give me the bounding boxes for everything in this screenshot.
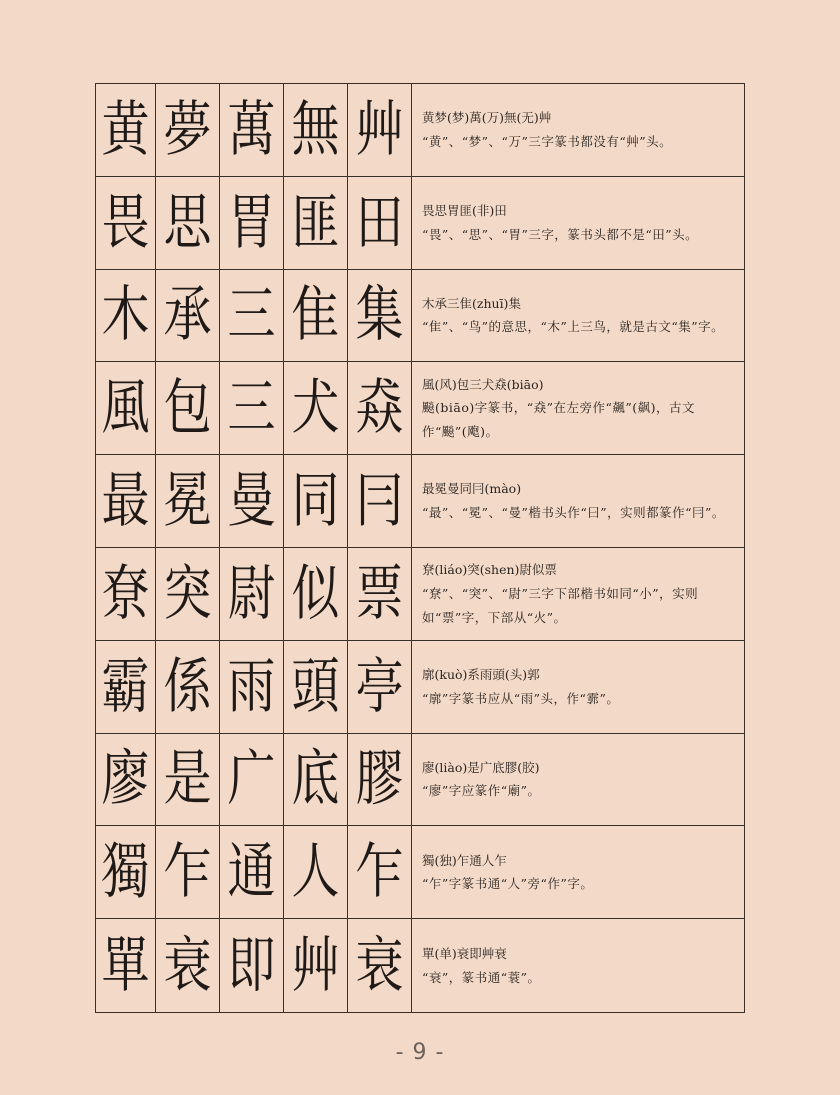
- seal-character-cell: [96, 734, 156, 827]
- explanation-cell: [412, 734, 744, 827]
- seal-character-cell: [284, 641, 348, 734]
- seal-character: 广: [227, 744, 276, 815]
- seal-character-cell: [96, 270, 156, 363]
- seal-character: 畏: [101, 187, 150, 258]
- page-number: - 9 -: [395, 1040, 445, 1065]
- seal-character: 艸: [355, 94, 404, 165]
- explanation-body: 飈(biāo)字篆书，“猋”在左旁作“飆”(飙)，古文作“飈”(飑)。: [422, 400, 696, 440]
- explanation-title: 獨(独)乍通人乍: [422, 852, 507, 868]
- seal-character-cell: [284, 919, 348, 1012]
- seal-character-cell: [96, 919, 156, 1012]
- seal-character: 尞: [101, 558, 150, 629]
- seal-character: 係: [163, 651, 212, 722]
- seal-character: 最: [101, 466, 150, 537]
- seal-character: 艸: [291, 930, 340, 1001]
- explanation-body: “廖”字应篆作“廟”。: [422, 783, 541, 799]
- seal-character-cell: [284, 84, 348, 177]
- seal-character-cell: [96, 641, 156, 734]
- seal-character-cell: [220, 919, 284, 1012]
- explanation-body: “黄”、“梦”、“万”三字篆书都没有“艸”头。: [422, 133, 673, 149]
- seal-character: 冃: [355, 466, 404, 537]
- seal-character: 思: [163, 187, 212, 258]
- seal-character: 衰: [163, 930, 212, 1001]
- seal-character-cell: [284, 362, 348, 455]
- explanation-cell: [412, 548, 744, 641]
- seal-character: 夢: [163, 94, 212, 165]
- seal-character: 冕: [163, 466, 212, 537]
- seal-character-cell: [284, 734, 348, 827]
- explanation-cell: [412, 641, 744, 734]
- seal-character-cell: [284, 548, 348, 641]
- explanation-title: 單(单)衰即艸衰: [422, 945, 507, 961]
- seal-character: 衰: [355, 930, 404, 1001]
- seal-character: 乍: [355, 837, 404, 908]
- seal-character: 即: [227, 930, 276, 1001]
- seal-character: 風: [101, 373, 150, 444]
- seal-character-cell: [96, 548, 156, 641]
- seal-character-cell: [348, 734, 412, 827]
- seal-character-cell: [284, 455, 348, 548]
- seal-character-cell: [156, 84, 220, 177]
- seal-character-cell: [156, 641, 220, 734]
- explanation-body: “最”、“冕”、“曼”楷书头作“曰”，实则都篆作“冃”。: [422, 505, 725, 521]
- seal-character-cell: [348, 641, 412, 734]
- explanation-title: 尞(liáo)突(shen)尉似票: [422, 562, 557, 578]
- seal-character: 田: [355, 187, 404, 258]
- seal-character-cell: [220, 270, 284, 363]
- seal-character-cell: [220, 548, 284, 641]
- seal-character: 單: [101, 930, 150, 1001]
- seal-character: 黄: [101, 94, 150, 165]
- explanation-cell: [412, 826, 744, 919]
- seal-character: 亭: [355, 651, 404, 722]
- explanation-cell: [412, 919, 744, 1012]
- explanation-title: 最冕曼同冃(mào): [422, 481, 522, 497]
- seal-character-cell: [156, 734, 220, 827]
- seal-character: 尉: [227, 558, 276, 629]
- seal-character-cell: [348, 826, 412, 919]
- seal-character-cell: [96, 177, 156, 270]
- seal-character-cell: [348, 919, 412, 1012]
- seal-character: 是: [163, 744, 212, 815]
- explanation-body: “隹”、“鸟”的意思，“木”上三鸟，就是古文“集”字。: [422, 319, 725, 335]
- seal-character-cell: [156, 362, 220, 455]
- seal-character: 霸: [101, 651, 150, 722]
- seal-character: 通: [227, 837, 276, 908]
- seal-character: 票: [355, 558, 404, 629]
- seal-character-cell: [284, 177, 348, 270]
- seal-character-cell: [220, 455, 284, 548]
- explanation-body: “尞”、“突”、“尉”三字下部楷书如同“小”，实则如“票”字，下部从“火”。: [422, 586, 699, 625]
- explanation-title: 風(风)包三犬猋(biāo): [422, 376, 544, 392]
- seal-character-cell: [220, 84, 284, 177]
- seal-character: 曼: [227, 466, 276, 537]
- explanation-body: “乍”字篆书通“人”旁“作”字。: [422, 876, 594, 892]
- explanation-cell: [412, 455, 744, 548]
- seal-character: 膠: [355, 744, 404, 815]
- seal-character-cell: [348, 455, 412, 548]
- seal-character: 犬: [291, 373, 340, 444]
- seal-character-cell: [348, 177, 412, 270]
- seal-character: 廖: [101, 744, 150, 815]
- seal-character-cell: [156, 270, 220, 363]
- explanation-body: “廓”字篆书应从“雨”头，作“霩”。: [422, 690, 620, 706]
- seal-character: 人: [291, 837, 340, 908]
- seal-character: 乍: [163, 837, 212, 908]
- explanation-title: 木承三隹(zhuī)集: [422, 295, 521, 311]
- seal-character: 頭: [291, 651, 340, 722]
- seal-character-cell: [96, 826, 156, 919]
- seal-character: 無: [291, 94, 340, 165]
- explanation-title: 黄梦(梦)萬(万)無(无)艸: [422, 110, 552, 126]
- seal-character-cell: [156, 455, 220, 548]
- seal-character-cell: [284, 826, 348, 919]
- seal-character: 底: [291, 744, 340, 815]
- seal-script-table: [95, 83, 745, 1013]
- seal-character-cell: [156, 919, 220, 1012]
- explanation-title: 畏思胃匪(非)田: [422, 202, 507, 218]
- seal-character-cell: [156, 177, 220, 270]
- seal-character: 匪: [291, 187, 340, 258]
- explanation-body: “畏”、“思”、“胃”三字，篆书头都不是“田”头。: [422, 226, 699, 242]
- seal-character-cell: [220, 362, 284, 455]
- explanation-cell: [412, 270, 744, 363]
- seal-character: 木: [101, 280, 150, 351]
- seal-character: 突: [163, 558, 212, 629]
- seal-character: 承: [163, 280, 212, 351]
- seal-character: 胃: [227, 187, 276, 258]
- seal-character: 包: [163, 373, 212, 444]
- seal-character: 集: [355, 280, 404, 351]
- seal-character-cell: [348, 270, 412, 363]
- explanation-cell: [412, 177, 744, 270]
- seal-character: 萬: [227, 94, 276, 165]
- seal-character: 隹: [291, 280, 340, 351]
- seal-character-cell: [348, 84, 412, 177]
- explanation-title: 廓(kuò)系雨頭(头)郭: [422, 666, 540, 682]
- explanation-title: 廖(liào)是广底膠(胶): [422, 759, 540, 775]
- seal-character: 似: [291, 558, 340, 629]
- seal-character-cell: [156, 826, 220, 919]
- explanation-cell: [412, 84, 744, 177]
- seal-character-cell: [96, 84, 156, 177]
- explanation-cell: [412, 362, 744, 455]
- seal-character-cell: [284, 270, 348, 363]
- seal-character-cell: [96, 362, 156, 455]
- seal-character-cell: [348, 362, 412, 455]
- seal-character-cell: [220, 177, 284, 270]
- seal-character-cell: [348, 548, 412, 641]
- seal-character: 獨: [101, 837, 150, 908]
- seal-character-cell: [156, 548, 220, 641]
- seal-character: 三: [227, 373, 276, 444]
- seal-character: 三: [227, 280, 276, 351]
- seal-character: 雨: [227, 651, 276, 722]
- explanation-body: “衰”，篆书通“蓑”。: [422, 969, 541, 985]
- seal-character-cell: [220, 734, 284, 827]
- seal-character: 同: [291, 466, 340, 537]
- seal-character-cell: [220, 826, 284, 919]
- seal-character-cell: [96, 455, 156, 548]
- seal-character: 猋: [355, 373, 404, 444]
- seal-character-cell: [220, 641, 284, 734]
